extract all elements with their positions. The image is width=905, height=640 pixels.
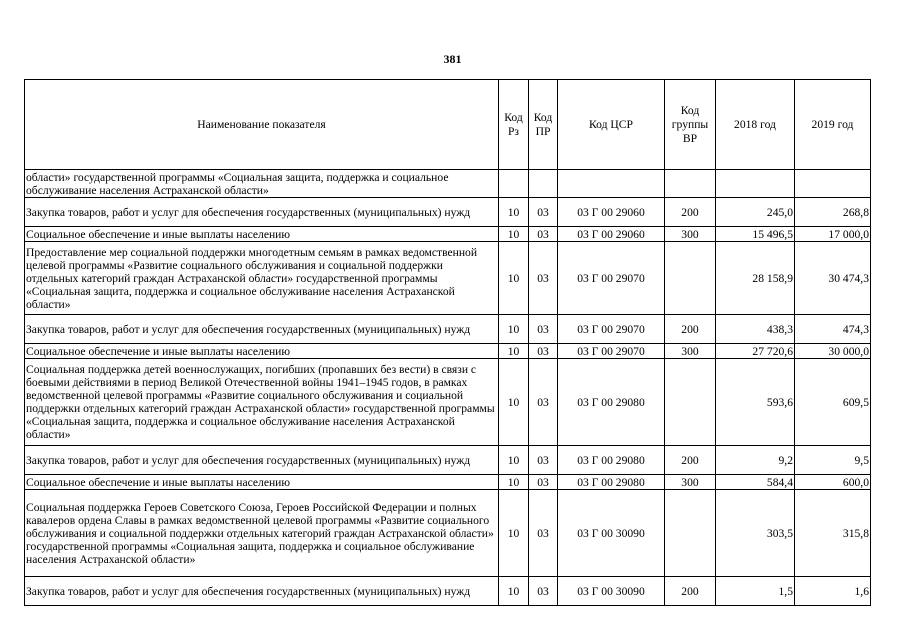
table-row (25, 242, 871, 315)
table-row (25, 227, 871, 242)
row-name: Социальная поддержка Героев Советского Союза, Героев Российской Федерации и полных кавалеров ордена Славы в рамках ведомственной целевой программы «Развитие социального обслуживания и социальной поддержки отдельных категорий граждан Астраханской области» государственной программы «Социальная защита, поддержка и социальное обслуживание населения Астраханской области» (25, 490, 499, 577)
table-row (25, 198, 871, 227)
row-2018: 438,3 (716, 315, 795, 344)
row-pr: 03 (529, 198, 558, 227)
row-csr: 03 Г 00 30090 (558, 577, 665, 606)
row-name: Социальная поддержка детей военнослужащих, погибших (пропавших без вести) в связи с боевыми действиями в период Великой Отечественной войны 1941–1945 годов, в рамках ведомственной целевой программы «Развитие социального обслуживания и социальной поддержки отдельных категорий граждан Астраханской области» государственной программы «Социальная защита, поддержка и социальное обслуживание населения Астраханской области» (25, 359, 499, 446)
row-2019: 600,0 (795, 475, 871, 490)
row-name: Социальное обеспечение и иные выплаты населению (25, 475, 499, 490)
row-pr (529, 170, 558, 198)
row-rz: 10 (499, 198, 529, 227)
row-2019: 30 474,3 (795, 242, 871, 315)
row-pr: 03 (529, 577, 558, 606)
row-2019: 609,5 (795, 359, 871, 446)
row-vr: 300 (665, 344, 716, 359)
table-row (25, 577, 871, 606)
row-rz: 10 (499, 242, 529, 315)
row-rz: 10 (499, 577, 529, 606)
row-2018: 9,2 (716, 446, 795, 475)
row-vr: 200 (665, 577, 716, 606)
row-2019: 474,3 (795, 315, 871, 344)
table-row (25, 490, 871, 577)
header-pr: Код ПР (529, 80, 558, 170)
row-2018: 27 720,6 (716, 344, 795, 359)
table-row (25, 475, 871, 490)
row-csr: 03 Г 00 30090 (558, 490, 665, 577)
row-2019: 1,6 (795, 577, 871, 606)
row-csr (558, 170, 665, 198)
row-rz: 10 (499, 227, 529, 242)
row-vr: 200 (665, 198, 716, 227)
row-2019: 17 000,0 (795, 227, 871, 242)
table-row (25, 315, 871, 344)
row-csr: 03 Г 00 29060 (558, 227, 665, 242)
header-vr: Код группы ВР (665, 80, 716, 170)
row-csr: 03 Г 00 29060 (558, 198, 665, 227)
table-header-row (25, 80, 871, 170)
row-vr (665, 170, 716, 198)
row-2018: 15 496,5 (716, 227, 795, 242)
page-number: 381 (443, 52, 462, 66)
row-vr (665, 242, 716, 315)
row-name: области» государственной программы «Социальная защита, поддержка и социальное обслуживание населения Астраханской области» (25, 170, 499, 198)
row-2019: 9,5 (795, 446, 871, 475)
row-name: Закупка товаров, работ и услуг для обеспечения государственных (муниципальных) нужд (25, 577, 499, 606)
row-2018: 593,6 (716, 359, 795, 446)
row-vr (665, 490, 716, 577)
row-pr: 03 (529, 344, 558, 359)
header-2018: 2018 год (716, 80, 795, 170)
header-name: Наименование показателя (25, 80, 499, 170)
row-2018: 28 158,9 (716, 242, 795, 315)
row-2018: 584,4 (716, 475, 795, 490)
row-vr (665, 359, 716, 446)
row-vr: 300 (665, 475, 716, 490)
header-2019: 2019 год (795, 80, 871, 170)
row-pr: 03 (529, 227, 558, 242)
row-vr: 200 (665, 446, 716, 475)
table-row (25, 344, 871, 359)
row-2019: 30 000,0 (795, 344, 871, 359)
row-2018 (716, 170, 795, 198)
row-name: Закупка товаров, работ и услуг для обеспечения государственных (муниципальных) нужд (25, 198, 499, 227)
row-rz: 10 (499, 344, 529, 359)
row-2018: 245,0 (716, 198, 795, 227)
row-rz: 10 (499, 475, 529, 490)
row-pr: 03 (529, 315, 558, 344)
row-name: Социальное обеспечение и иные выплаты населению (25, 227, 499, 242)
table-row (25, 446, 871, 475)
row-pr: 03 (529, 446, 558, 475)
row-vr: 300 (665, 227, 716, 242)
row-2018: 303,5 (716, 490, 795, 577)
row-2019 (795, 170, 871, 198)
row-name: Предоставление мер социальной поддержки многодетным семьям в рамках ведомственной целевой программы «Развитие социального обслуживания и социальной поддержки отдельных категорий граждан Астраханской области» государственной программы «Социальная защита, поддержка и социальное обслуживание населения Астраханской области» (25, 242, 499, 315)
row-csr: 03 Г 00 29080 (558, 446, 665, 475)
row-rz: 10 (499, 315, 529, 344)
row-2019: 268,8 (795, 198, 871, 227)
row-pr: 03 (529, 242, 558, 315)
row-name: Закупка товаров, работ и услуг для обеспечения государственных (муниципальных) нужд (25, 315, 499, 344)
row-csr: 03 Г 00 29080 (558, 475, 665, 490)
table-row (25, 170, 871, 198)
row-pr: 03 (529, 490, 558, 577)
table-row (25, 359, 871, 446)
row-rz: 10 (499, 359, 529, 446)
budget-table (24, 79, 871, 606)
row-csr: 03 Г 00 29070 (558, 344, 665, 359)
row-vr: 200 (665, 315, 716, 344)
row-name: Социальное обеспечение и иные выплаты населению (25, 344, 499, 359)
row-2019: 315,8 (795, 490, 871, 577)
header-rz: Код Рз (499, 80, 529, 170)
row-pr: 03 (529, 359, 558, 446)
row-rz (499, 170, 529, 198)
row-csr: 03 Г 00 29070 (558, 315, 665, 344)
row-rz: 10 (499, 490, 529, 577)
row-csr: 03 Г 00 29070 (558, 242, 665, 315)
row-pr: 03 (529, 475, 558, 490)
header-csr: Код ЦСР (558, 80, 665, 170)
row-2018: 1,5 (716, 577, 795, 606)
row-name: Закупка товаров, работ и услуг для обеспечения государственных (муниципальных) нужд (25, 446, 499, 475)
row-rz: 10 (499, 446, 529, 475)
row-csr: 03 Г 00 29080 (558, 359, 665, 446)
